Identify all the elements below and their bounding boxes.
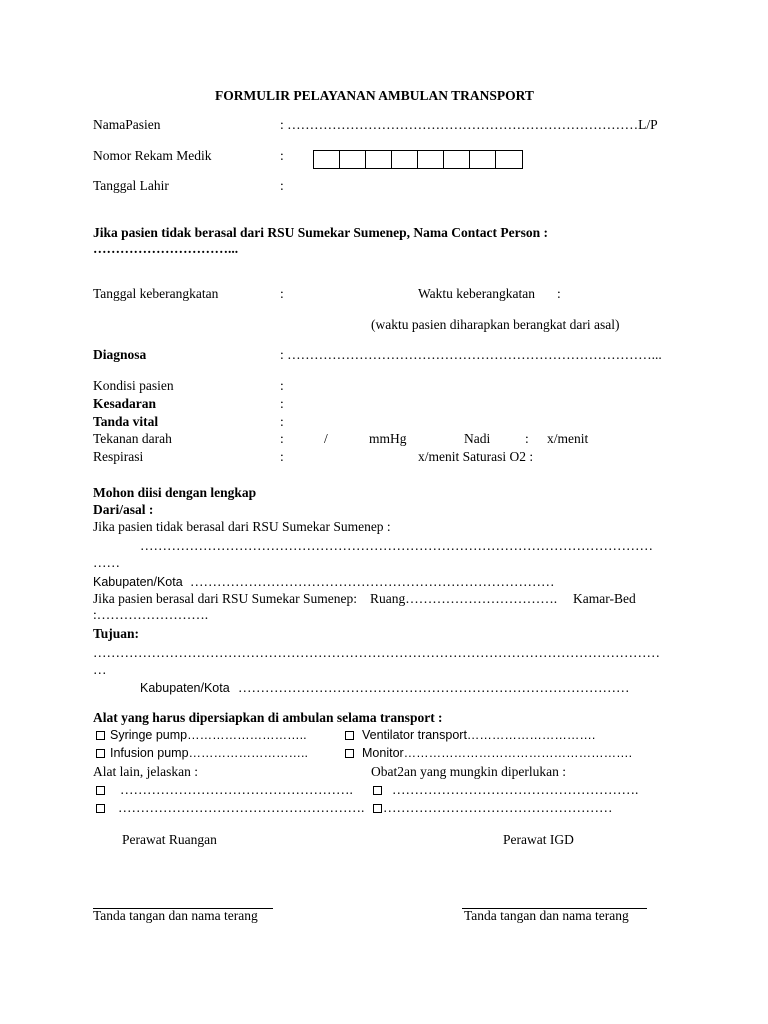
mmhg-unit: mmHg bbox=[369, 431, 407, 446]
kamar-bed-field[interactable]: :……………………. bbox=[93, 607, 209, 622]
kamar-bed-label: Kamar-Bed bbox=[573, 591, 636, 606]
alat-lain-field-1[interactable]: ……………………………………………. bbox=[120, 782, 353, 797]
tekanan-label: Tekanan darah bbox=[93, 431, 172, 446]
mrn-box bbox=[444, 151, 470, 168]
not-from-rsu-label: Jika pasien tidak berasal dari RSU Sumekar Sumenep : bbox=[93, 519, 391, 534]
mrn-box bbox=[418, 151, 444, 168]
kondisi-colon[interactable]: : bbox=[280, 378, 284, 393]
contact-person-label: Jika pasien tidak berasal dari RSU Sumekar Sumenep, Nama Contact Person : bbox=[93, 225, 549, 240]
mrn-box bbox=[392, 151, 418, 168]
origin-kabupaten-field[interactable]: ……………………………………………………………………… bbox=[190, 574, 555, 589]
ventilator-checkbox[interactable] bbox=[345, 731, 354, 740]
tanda-vital-colon: : bbox=[280, 414, 284, 429]
mrn-box bbox=[496, 151, 522, 168]
nadi-label: Nadi bbox=[464, 431, 491, 446]
mrn-colon: : bbox=[280, 148, 284, 163]
respirasi-colon[interactable]: : bbox=[280, 449, 284, 464]
contact-person-dots[interactable]: …………………………... bbox=[93, 241, 239, 256]
diagnosis-label: Diagnosa bbox=[93, 347, 147, 362]
alat-lain-checkbox-2[interactable] bbox=[96, 804, 105, 813]
tekanan-colon[interactable]: : bbox=[280, 431, 284, 446]
mrn-label: Nomor Rekam Medik bbox=[93, 148, 212, 163]
signature-caption-right: Tanda tangan dan nama terang bbox=[464, 908, 629, 923]
dari-asal-label: Dari/asal : bbox=[93, 502, 154, 517]
mrn-box bbox=[470, 151, 496, 168]
mrn-box bbox=[340, 151, 366, 168]
kesadaran-colon[interactable]: : bbox=[280, 396, 284, 411]
tekanan-slash: / bbox=[324, 431, 328, 446]
tujuan-kabupaten-field[interactable]: …………………………………………………………………………… bbox=[238, 680, 630, 695]
obat-checkbox-1[interactable] bbox=[373, 786, 382, 795]
monitor-label: Monitor………………………………………………. bbox=[362, 746, 633, 760]
departure-date-label: Tanggal keberangkatan bbox=[93, 286, 219, 301]
tujuan-dots-line[interactable]: ……………………………………………………………………………………………………………… bbox=[93, 645, 660, 660]
ventilator-label: Ventilator transport…………………………. bbox=[362, 728, 596, 742]
tanda-vital-label: Tanda vital bbox=[93, 414, 159, 429]
perawat-igd-label: Perawat IGD bbox=[503, 832, 574, 847]
saturasi-label: x/menit Saturasi O2 : bbox=[418, 449, 534, 464]
departure-time-label: Waktu keberangkatan bbox=[418, 286, 535, 301]
kondisi-label: Kondisi pasien bbox=[93, 378, 174, 393]
infusion-label: Infusion pump……………………….. bbox=[110, 746, 308, 760]
infusion-checkbox[interactable] bbox=[96, 749, 105, 758]
departure-time-colon[interactable]: : bbox=[557, 286, 561, 301]
patient-name-label: NamaPasien bbox=[93, 117, 161, 132]
mrn-boxes[interactable] bbox=[313, 150, 523, 169]
signature-caption-left: Tanda tangan dan nama terang bbox=[93, 908, 258, 923]
syringe-label: Syringe pump……………………….. bbox=[110, 728, 307, 742]
kesadaran-label: Kesadaran bbox=[93, 396, 157, 411]
alat-lain-field-2[interactable]: ………………………………………………. bbox=[118, 800, 365, 815]
origin-dots-cont[interactable]: …… bbox=[93, 555, 120, 570]
ruang-field[interactable]: Ruang……………………………. bbox=[370, 591, 558, 606]
obat-checkbox-2[interactable] bbox=[373, 804, 382, 813]
nadi-colon[interactable]: : bbox=[525, 431, 529, 446]
dob-label: Tanggal Lahir bbox=[93, 178, 169, 193]
obat-label: Obat2an yang mungkin diperlukan : bbox=[371, 764, 566, 779]
alat-lain-checkbox-1[interactable] bbox=[96, 786, 105, 795]
form-title: FORMULIR PELAYANAN AMBULAN TRANSPORT bbox=[215, 88, 534, 103]
diagnosis-field[interactable]: : ………………………………………………………………………... bbox=[280, 347, 662, 362]
origin-kabupaten-label: Kabupaten/Kota bbox=[93, 575, 183, 589]
dob-colon[interactable]: : bbox=[280, 178, 284, 193]
tujuan-label: Tujuan: bbox=[93, 626, 140, 641]
respirasi-label: Respirasi bbox=[93, 449, 144, 464]
obat-field-2[interactable]: …………………………………………… bbox=[383, 800, 613, 815]
equipment-header: Alat yang harus dipersiapkan di ambulan selama transport : bbox=[93, 710, 443, 725]
mrn-box bbox=[366, 151, 392, 168]
syringe-checkbox[interactable] bbox=[96, 731, 105, 740]
mohon-label: Mohon diisi dengan lengkap bbox=[93, 485, 257, 500]
origin-dots-line[interactable]: …………………………………………………………………………………………………… bbox=[140, 538, 653, 553]
obat-field-1[interactable]: ………………………………………………. bbox=[392, 782, 639, 797]
mrn-box bbox=[314, 151, 340, 168]
monitor-checkbox[interactable] bbox=[345, 749, 354, 758]
patient-name-field[interactable]: : ……………………………………………………………………L/P bbox=[280, 117, 658, 132]
from-rsu-label: Jika pasien berasal dari RSU Sumekar Sumenep: bbox=[93, 591, 357, 606]
tujuan-kabupaten-label: Kabupaten/Kota bbox=[140, 681, 230, 695]
departure-date-colon[interactable]: : bbox=[280, 286, 284, 301]
perawat-ruangan-label: Perawat Ruangan bbox=[122, 832, 217, 847]
tujuan-dots-cont[interactable]: … bbox=[93, 662, 107, 677]
departure-note: (waktu pasien diharapkan berangkat dari asal) bbox=[371, 317, 620, 332]
nadi-unit: x/menit bbox=[547, 431, 589, 446]
alat-lain-label: Alat lain, jelaskan : bbox=[93, 764, 198, 779]
